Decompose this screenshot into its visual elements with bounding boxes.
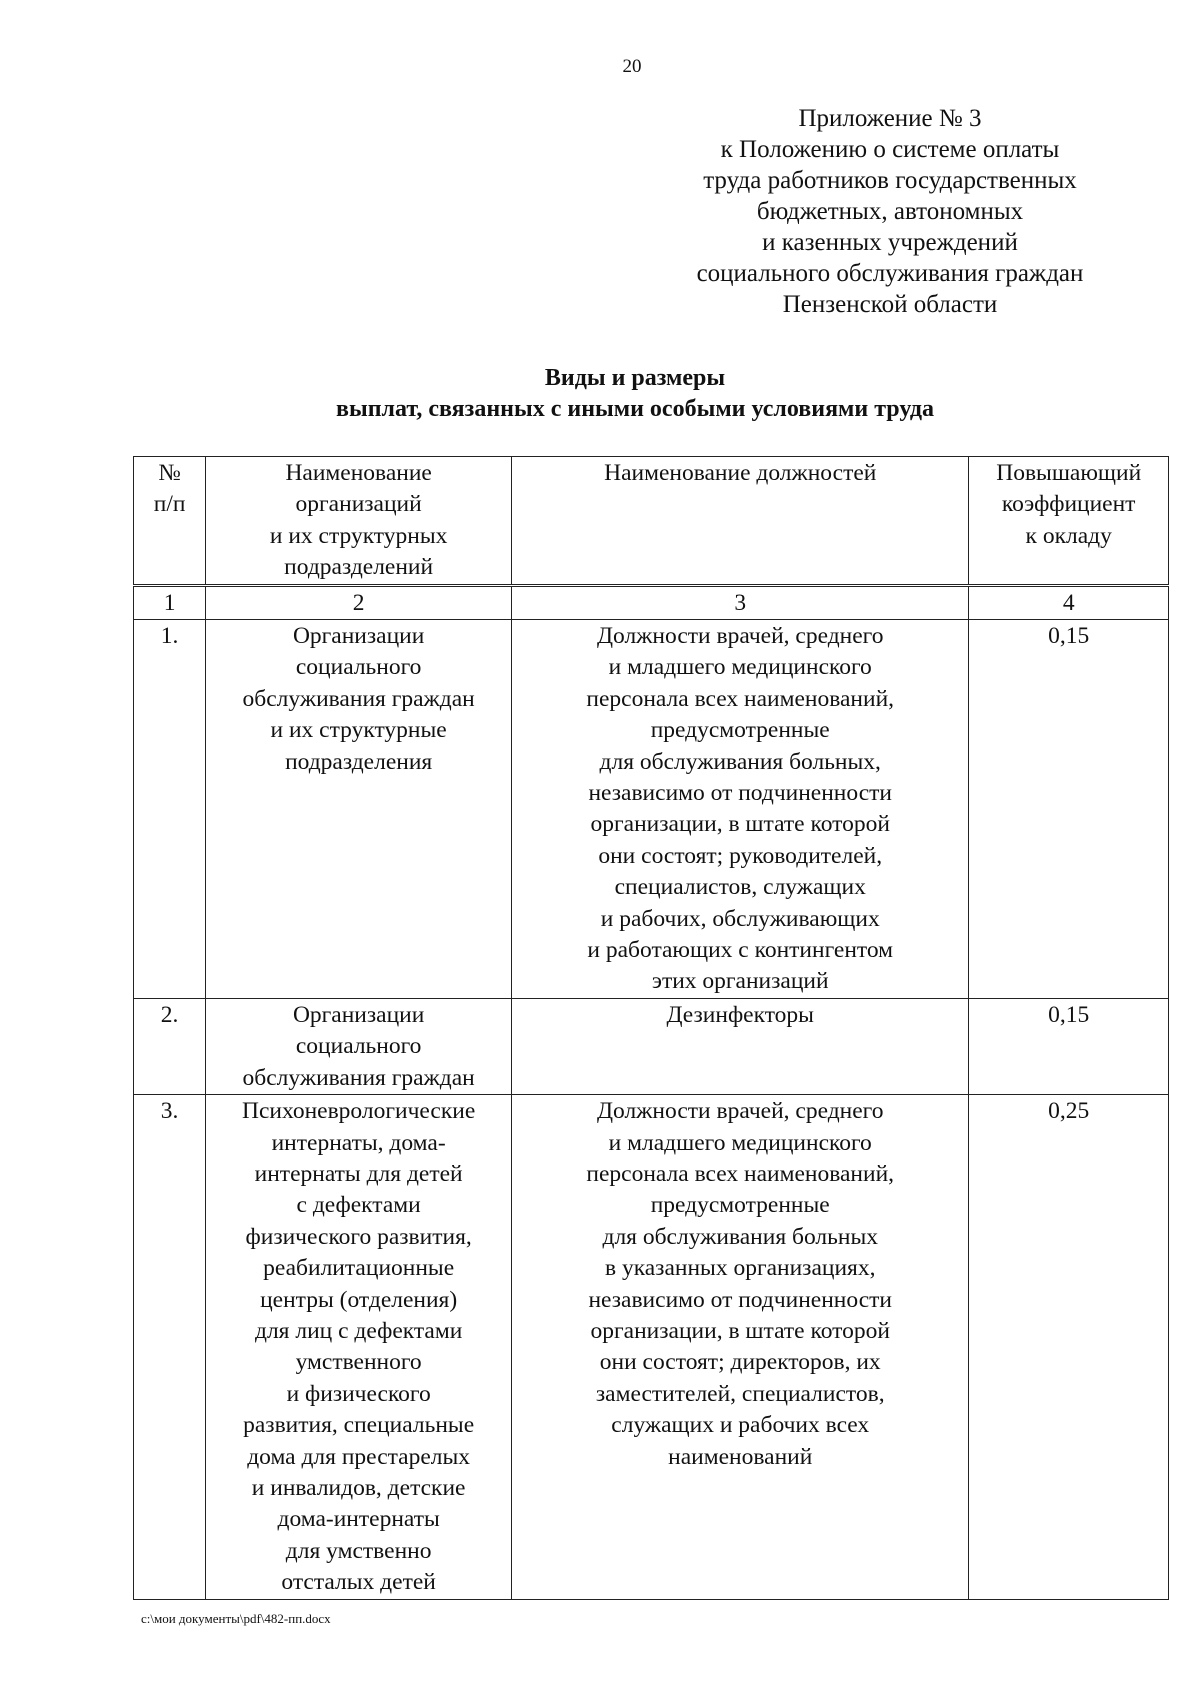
positions-cell (512, 998, 969, 1094)
header-text: к окладу (1025, 522, 1112, 549)
cell-line: Организации (292, 1001, 425, 1028)
organization-cell (206, 998, 512, 1094)
appendix-line: труда работников государственных (703, 167, 1077, 194)
cell-line: для лиц с дефектами (254, 1317, 463, 1344)
cell-line: и физического (286, 1380, 431, 1407)
cell-line: Должности врачей, среднего (596, 1098, 884, 1125)
cell-line: отсталых детей (281, 1569, 436, 1596)
title-line: Виды и размеры (544, 365, 726, 391)
header-cell-positions (512, 457, 969, 585)
cell-line: Должности врачей, среднего (596, 623, 884, 649)
cell-line: для обслуживания больных, (599, 748, 881, 775)
cell-line: и их структурные (270, 717, 447, 744)
positions-cell (512, 1095, 969, 1600)
cell-line: независимо от подчиненности (588, 1286, 892, 1313)
cell-line: Организации (292, 623, 425, 649)
cell-line: и рабочих, обслуживающих (600, 905, 880, 932)
header-row (134, 457, 1169, 585)
appendix-line: социального обслуживания граждан (696, 260, 1084, 287)
cell-line: дома для престарелых (247, 1443, 471, 1470)
cell-line: физического развития, (245, 1223, 472, 1250)
cell-line: развития, специальные (243, 1412, 475, 1439)
header-text: организаций (295, 491, 422, 518)
cell-line: для умственно (285, 1537, 432, 1564)
cell-line: этих организаций (651, 968, 829, 995)
title-line: выплат, связанных с иными особыми условиями труда (336, 396, 934, 422)
cell-line: центры (отделения) (260, 1286, 458, 1313)
column-number: 3 (512, 587, 969, 620)
cell-line: персонала всех наименований, (586, 685, 895, 712)
cell-line: они состоят; директоров, их (599, 1349, 881, 1376)
row-number: 2. (134, 998, 206, 1094)
cell-line: специалистов, служащих (614, 874, 866, 901)
cell-line: Дезинфекторы (666, 1001, 814, 1028)
cell-line: они состоят; руководителей, (598, 842, 883, 869)
cell-line: организации, в штате которой (590, 811, 890, 838)
cell-line: обслуживания граждан (242, 1064, 475, 1091)
cell-line: интернаты, дома- (271, 1129, 446, 1156)
header-text: п/п (153, 491, 186, 518)
header-text: подразделений (284, 554, 434, 581)
table-row (134, 998, 1169, 1094)
cell-line: и инвалидов, детские (251, 1474, 466, 1501)
coefficient-cell: 0,25 (969, 1095, 1169, 1600)
column-number: 4 (969, 587, 1169, 620)
cell-line: и младшего медицинского (608, 1129, 872, 1156)
cell-line: с дефектами (296, 1192, 421, 1219)
header-cell-coefficient (969, 457, 1169, 585)
organization-cell (206, 1095, 512, 1600)
page-number: 20 (622, 56, 642, 77)
cell-line: для обслуживания больных (602, 1223, 878, 1250)
row-number: 3. (134, 1095, 206, 1600)
positions-cell (512, 620, 969, 999)
appendix-line: Приложение № 3 (798, 105, 982, 132)
cell-line: интернаты для детей (254, 1160, 463, 1187)
document-title (150, 363, 1120, 425)
cell-line: реабилитационные (263, 1255, 455, 1282)
coefficient-cell: 0,15 (969, 998, 1169, 1094)
cell-line: умственного (295, 1349, 422, 1376)
file-path-footer: c:\мои документы\pdf\482-пп.docx (141, 1611, 331, 1626)
cell-line: организации, в штате которой (590, 1317, 890, 1344)
appendix-line: бюджетных, автономных (756, 198, 1024, 225)
cell-line: служащих и рабочих всех (611, 1412, 870, 1439)
coefficient-cell: 0,15 (969, 620, 1169, 999)
row-number: 1. (134, 620, 206, 999)
header-text: Наименование должностей (604, 460, 877, 486)
cell-line: социального (295, 654, 422, 681)
organization-cell (206, 620, 512, 999)
header-text: Повышающий (996, 460, 1142, 486)
header-text: коэффициент (1001, 491, 1136, 518)
cell-line: в указанных организациях, (604, 1255, 876, 1282)
appendix-line: Пензенской области (782, 291, 998, 318)
cell-line: предусмотренные (650, 1192, 830, 1219)
header-text: и их структурных (269, 522, 448, 549)
cell-line: предусмотренные (650, 717, 830, 744)
header-text: Наименование (285, 460, 432, 486)
appendix-block (640, 103, 1140, 320)
table-header (133, 456, 1169, 585)
header-text: № (158, 460, 181, 486)
cell-line: и работающих с контингентом (587, 937, 894, 964)
header-cell-number (134, 457, 206, 585)
table-row (134, 1095, 1169, 1600)
header-cell-organization (206, 457, 512, 585)
cell-line: и младшего медицинского (608, 654, 872, 681)
payments-table (133, 586, 1169, 1600)
appendix-line: и казенных учреждений (762, 229, 1018, 256)
cell-line: Психоневрологические (242, 1098, 476, 1125)
cell-line: обслуживания граждан (242, 685, 475, 712)
column-number: 1 (134, 587, 206, 620)
cell-line: независимо от подчиненности (588, 780, 892, 807)
cell-line: заместителей, специалистов, (595, 1380, 885, 1407)
cell-line: дома-интернаты (277, 1506, 440, 1533)
appendix-line: к Положению о системе оплаты (720, 136, 1060, 163)
cell-line: подразделения (285, 748, 433, 775)
table-row (134, 620, 1169, 999)
cell-line: наименований (668, 1443, 813, 1470)
cell-line: персонала всех наименований, (586, 1160, 895, 1187)
column-number: 2 (206, 587, 512, 620)
column-number-row (134, 587, 1169, 620)
cell-line: социального (295, 1033, 422, 1060)
